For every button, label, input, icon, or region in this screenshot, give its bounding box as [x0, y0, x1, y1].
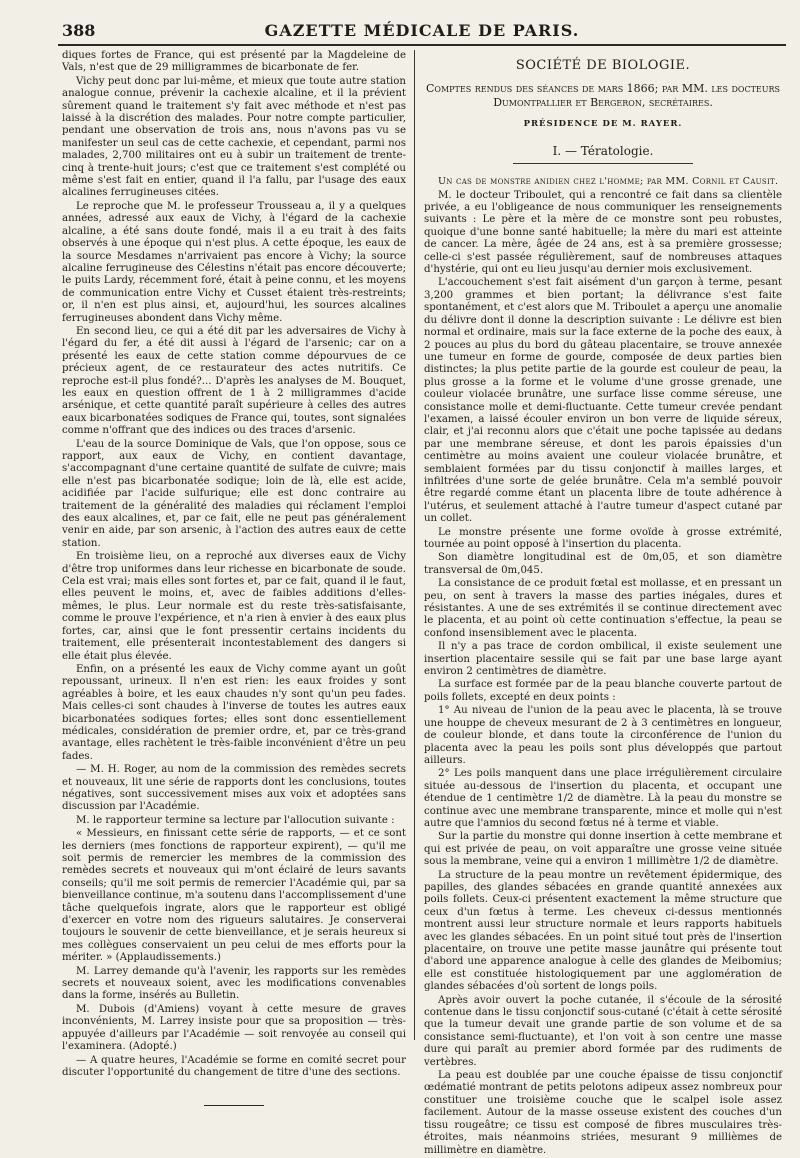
paragraph: Il n'y a pas trace de cordon ombilical, il existe seulement une insertion placentaire sessile qui se fait par une base large ayant environ 2 centimètres de diamètre.	[424, 641, 782, 678]
subsection-rule	[513, 163, 693, 164]
presidence-line: PRÉSIDENCE DE M. RAYER.	[523, 119, 683, 130]
paragraph: Le monstre présente une forme ovoïde à grosse extrémité, tournée au point opposé à l'insertion du placenta.	[424, 526, 782, 550]
paragraph: La surface est formée par de la peau blanche couverte partout de poils follets, excepté en deux points :	[424, 679, 782, 703]
article-title: Un cas de monstre anidien chez l'homme; par MM. Cornil et Causit.	[438, 176, 779, 188]
section-end-rule	[204, 1105, 264, 1106]
paragraph: M. le rapporteur termine sa lecture par l'allocution suivante :	[76, 814, 395, 826]
paragraph: La peau est doublée par une couche épaisse de tissu conjonctif œdématié montrant de petits pelotons adipeux assez nombreux pour constituer une troisième couche que le scalpel isole assez facilement. Autour de la masse osseuse existent des couches d'un tissu rougeâtre; ce tissu est composé de fibres musculaires très-étroites, mais néanmoins striées, mesurant 9 millièmes de millimètre en diamètre.	[424, 1070, 782, 1156]
paragraph: Enfin, on a présenté les eaux de Vichy comme ayant un goût repoussant, urineux. Il n'en est rien: les eaux froides y sont agréables à boire, et les eaux chaudes n'y sont qu'un peu fades. Mais celles-ci sont chaudes à l'inverse de toutes les autres eaux bicarbonatées sodiques fortes; elles sont donc essentiellement médicales, considération de premier ordre, et, par ce très-grand avantage, elles rachètent le très-faible inconvénient d'être un peu fades.	[62, 663, 406, 762]
paragraph: — M. H. Roger, au nom de la commission des remèdes secrets et nouveaux, lit une série de rapports dont les conclusions, toutes négatives, sont successivement mises aux voix et adoptées sans discussion par l'Académie.	[62, 764, 406, 813]
paragraph: 2° Les poils manquent dans une place irrégulièrement circulaire située au-dessous de l'insertion du placenta, et occupant une étendue de 1 centimètre 1/2 de diamètre. Là la peau du monstre se continue avec une membrane transparente, mince et molle qui n'est autre que l'amnios du second fœtus né à terme et viable.	[424, 768, 782, 829]
right-column	[424, 50, 782, 1158]
compte-rendu-heading: Comptes rendus des séances de mars 1866; par MM. les docteurs Dumontpallier et Bergeron, secrétaires.	[426, 82, 780, 110]
paragraph: La structure de la peau montre un revêtement épidermique, des papilles, des glandes sébacées en grande quantité annexées aux poils follets. Ceux-ci présentent exactement la même structure que ceux d'un fœtus à terme. Les cheveux ci-dessus mentionnés montrent aussi leur structure normale et leurs rapports habituels avec les glandes sébacées. En un point situé tout près de l'insertion placentaire, on trouve une petite masse jaunâtre qui présente tout d'abord une apparence analogue à celle des glandes de Meibomius; elle est constituée histologiquement par une agglomération de glandes sébacées d'où sortent de longs poils.	[424, 869, 782, 993]
paragraph: Après avoir ouvert la poche cutanée, il s'écoule de la sérosité contenue dans le tissu conjonctif sous-cutané (c'était à cette sérosité que la tumeur devait une grande partie de son volume et de sa consistance semi-fluctuante), et l'on voit à son centre une masse dure qui paraît au premier abord formée par des rudiments de vertèbres.	[424, 994, 782, 1068]
paragraph: M. le docteur Triboulet, qui a rencontré ce fait dans sa clientèle privée, a eu l'obligeance de nous communiquer les renseignements suivants : Le père et la mère de ce monstre sont peu robustes, quoique d'une bonne santé habituelle; la mère du mari est atteinte de cancer. La mère, âgée de 24 ans, est à sa première grossesse; celle-ci s'est passée régulièrement, sauf de nombreuses attaques d'hystérie, qui ont eu lieu jusqu'au dernier mois exclusivement.	[424, 189, 782, 276]
paragraph: M. Dubois (d'Amiens) voyant à cette mesure de graves inconvénients, M. Larrey insiste pour que sa proposition — très-appuyée d'ailleurs par l'Académie — soit renvoyée au conseil qui l'examinera. (Adopté.)	[62, 1003, 406, 1053]
paragraph: 1° Au niveau de l'union de la peau avec le placenta, là se trouve une houppe de cheveux mesurant de 2 à 3 centimètres en longueur, de couleur blonde, et dans toute la circonférence de l'union du placenta avec la peau les poils sont plus développés que partout ailleurs.	[424, 705, 782, 766]
paragraph: Sur la partie du monstre qui donne insertion à cette membrane et qui est privée de peau, on voit apparaître une grosse veine située sous la membrane, veine qui a environ 1 millimètre 1/2 de diamètre.	[424, 831, 782, 868]
subsection-title: I. — Tératologie.	[552, 143, 654, 158]
paragraph: En second lieu, ce qui a été dit par les adversaires de Vichy à l'égard du fer, a été dit aussi à l'égard de l'arsenic; car on a présenté les eaux de cette station comme dépourvues de ce précieux agent, de ce restaurateur des actes nutritifs. Ce reproche est-il plus fondé?... D'après les analyses de M. Bouquet, les eaux en question offrent de 1 à 2 milligrammes d'acide arsénique, et cette quantité paraît supérieure à celles des autres eaux bicarbonatées sodiques de France qui, toutes, sont signalées comme n'offrant que des indices ou des traces d'arsenic.	[62, 325, 406, 437]
paragraph: La consistance de ce produit fœtal est mollasse, et en pressant un peu, on sent à travers la masse des parties inégales, dures et résistantes. A une de ses extrémités il se continue directement avec le placenta, et au point où cette continuation s'effectue, la peau se confond insensiblement avec le placenta.	[424, 578, 782, 639]
paragraph: Vichy peut donc par lui-même, et mieux que toute autre station analogue connue, prévenir la cachexie alcaline, et il la prévient sûrement quand le traitement s'y fait avec méthode et n'est pas laissé à la discrétion des malades. Pour notre compte particulier, pendant une observation de trois ans, nous n'avons pas vu se manifester un seul cas de cette cachexie, et cependant, parmi nos malades, 2,700 militaires ont eu à subir un traitement de trente-cinq à trente-huit jours; c'est que ce traitement s'est complété ou même s'est fait en entier, quand il l'a fallu, par l'usage des eaux alcalines ferrugineuses citées.	[62, 75, 406, 199]
paragraph: L'accouchement s'est fait aisément d'un garçon à terme, pesant 3,200 grammes et bien portant; la délivrance s'est faite spontanément, et c'est alors que M. Triboulet a aperçu une anomalie du délivre dont il donne la description suivante : Le délivre est bien normal et ordinaire, mais sur la face externe de la poche des eaux, à 2 pouces au plus du bord du gâteau placentaire, se trouve annexée une tumeur en forme de gourde, composée de deux parties bien distinctes; la plus petite partie de la gourde est couleur de peau, la plus grosse a la forme et le volume d'une grosse grenade, une couleur violacée brunâtre, une surface lisse comme séreuse, une consistance molle et demi-fluctuante. Cette tumeur crevée pendant l'examen, a laissé écouler environ un bon verre de liquide séreux, clair, et j'ai reconnu alors que c'était une poche tapissée au dedans par une membrane séreuse, et dont les parois épaissies d'un centimètre au moins avaient une couleur violacée brunâtre, et semblaient formées par du tissu conjonctif à mailles larges, et infiltrées d'une sorte de gelée brunâtre. Cela m'a semblé pouvoir être regardé comme étant un placenta libre de toute adhérence à l'utérus, et seulement attaché à l'autre tumeur d'aspect cutané par un collet.	[424, 277, 782, 525]
page-number: 388	[62, 21, 96, 40]
journal-title: GAZETTE MÉDICALE DE PARIS.	[264, 21, 580, 40]
left-column	[62, 50, 406, 1106]
paragraph: M. Larrey demande qu'à l'avenir, les rapports sur les remèdes secrets et nouveaux soient, avec les modifications convenables dans la forme, insérés au Bulletin.	[62, 965, 406, 1002]
paragraph: En troisième lieu, on a reproché aux diverses eaux de Vichy d'être trop uniformes dans leur richesse en bicarbonate de soude. Cela est vrai; mais elles sont fortes et, par ce fait, quand il le faut, elles peuvent le moins, et, avec de faibles additions d'elles-mêmes, le plus. Leur normale est du reste très-satisfaisante, comme le prouve l'expérience, et n'a rien à envier à des eaux plus fortes, car, ainsi que le font pressentir certains incidents du traitement, elle présenterait incontestablement des dangers si elle était plus élevée.	[62, 551, 406, 662]
paragraph: L'eau de la source Dominique de Vals, que l'on oppose, sous ce rapport, aux eaux de Vichy, en contient davantage, s'accompagnant d'une certaine quantité de sulfate de cuivre; mais elle n'est pas bicarbonatée sodique; loin de là, elle est acide, acidifiée par l'acide sulfurique; elle est donc contraire au traitement de la généralité des maladies qui réclament l'emploi des eaux alcalines, et, par ce fait, elle ne peut pas généralement venir en aide, par son arsenic, à l'action des autres eaux de cette station.	[62, 438, 406, 549]
paragraph: diques fortes de France, qui est présenté par la Magdeleine de Vals, n'est que de 29 milligrammes de bicarbonate de fer.	[62, 50, 406, 74]
column-divider	[414, 50, 415, 1040]
paragraph: Le reproche que M. le professeur Trousseau a, il y a quelques années, adressé aux eaux de Vichy, à l'égard de la cachexie alcaline, a été sans doute fondé, mais il a eu trait à des faits observés à une époque qui n'est plus. A cette époque, les eaux de la source Mesdames n'arrivaient pas encore à Vichy; la source alcaline ferrugineuse des Célestins n'était pas encore découverte; le puits Lardy, récemment foré, était à peine connu, et les moyens de communication entre Vichy et Cusset étaient très-restreints; or, il n'en est plus ainsi, et, aujourd'hui, les sources alcalines ferrugineuses abondent dans Vichy même.	[62, 200, 406, 324]
paragraph: Son diamètre longitudinal est de 0m,05, et son diamètre transversal de 0m,045.	[424, 552, 782, 576]
paragraph: « Messieurs, en finissant cette série de rapports, — et ce sont les derniers (mes fonctions de rapporteur expirent), — qu'il me soit permis de remercier les membres de la commission des remèdes secrets et nouveaux qui m'ont éclairé de leurs savants conseils; qu'il me soit permis de remercier l'Académie qui, par sa bienveillance continue, m'a soutenu dans l'accomplissement d'une tâche quelquefois ingrate, alors que le rapporteur est obligé d'exercer en votre nom des rigueurs salutaires. Je conserverai toujours le souvenir de cette bienveillance, et je serais heureux si mes collègues conservaient un peu celui de mes efforts pour la mériter. » (Applaudissements.)	[62, 828, 406, 964]
paragraph: — A quatre heures, l'Académie se forme en comité secret pour discuter l'opportunité du changement de titre d'une des sections.	[62, 1054, 406, 1078]
page-header	[58, 18, 786, 46]
section-title: SOCIÉTÉ DE BIOLOGIE.	[515, 58, 691, 73]
